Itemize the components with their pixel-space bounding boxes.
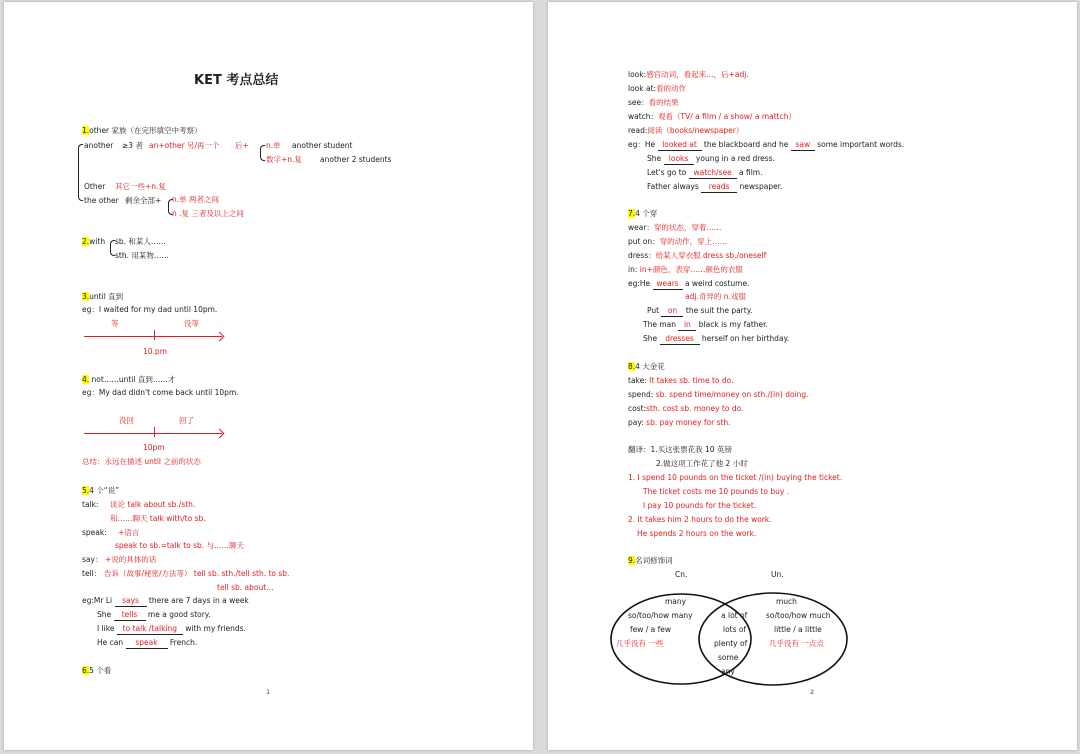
text-n-dan: n.单 bbox=[266, 141, 281, 150]
cost-line: cost:sth. cost sb. money to do. bbox=[628, 404, 744, 413]
look-line-4: watch：观看（TV/ a film / a show/ a mattch） bbox=[628, 112, 796, 121]
timeline-tick-1 bbox=[154, 330, 155, 340]
venn-mid-4: some bbox=[718, 653, 739, 662]
text-with-b: sth. 用某物…… bbox=[115, 251, 169, 260]
look-example-1: eg：He looked at the blackboard and he saw some important words. bbox=[628, 140, 905, 149]
venn-mid-2: lots of bbox=[723, 625, 747, 634]
take-line: take: It takes sb. time to do. bbox=[628, 376, 734, 385]
example-says: eg:Mr Li says there are 7 days in a week bbox=[82, 596, 249, 605]
look-line-1: look:感官动词，看起来…，后+adj. bbox=[628, 70, 749, 79]
translation-answer-4: 2. It takes him 2 hours to do the work. bbox=[628, 515, 772, 524]
text-say-1: +说的具体的话 bbox=[105, 555, 157, 564]
label-uncountable: Un. bbox=[771, 570, 784, 579]
text-tell-1: 告诉（故事/秘密/方法等） tell sb. sth./tell sth. to sb. bbox=[104, 569, 290, 578]
section-8-heading: 8.4 大金花 bbox=[628, 362, 665, 371]
text-speak-1: +语言 bbox=[118, 528, 140, 537]
label-mei-hui: 没回 bbox=[119, 416, 134, 425]
venn-right-3: little / a little bbox=[774, 625, 822, 634]
puton-line: put on：穿的动作，穿上…… bbox=[628, 237, 728, 246]
look-line-2: look at:看的动作 bbox=[628, 84, 687, 93]
timeline-tick-2 bbox=[154, 427, 155, 437]
venn-right-red: 几乎没有 一点点 bbox=[769, 639, 824, 648]
section-4-example: eg：My dad didn't come back until 10pm. bbox=[82, 388, 239, 397]
text-ge3: ≥3 者 bbox=[122, 141, 143, 150]
label-mei-deng: 没等 bbox=[184, 319, 199, 328]
label-say: say： bbox=[82, 555, 103, 564]
wear-example-4: She dresses herself on her birthday. bbox=[643, 334, 790, 343]
page-2 bbox=[548, 2, 1077, 750]
label-speak: speak: bbox=[82, 528, 107, 537]
venn-right-2: so/too/how much bbox=[766, 611, 831, 620]
label-deng: 等 bbox=[111, 319, 119, 328]
wear-line: wear：穿的状态，穿着…… bbox=[628, 223, 722, 232]
venn-right-1: much bbox=[776, 597, 797, 606]
label-tell: tell： bbox=[82, 569, 102, 578]
venn-left-3: few / a few bbox=[630, 625, 672, 634]
section-9-heading: 9.名词修饰词 bbox=[628, 556, 673, 565]
translation-question-2: 2.做这项工作花了他 2 小时 bbox=[656, 459, 748, 468]
section-6-heading: 6.5 个看 bbox=[82, 666, 112, 675]
timeline-arrow-2 bbox=[84, 433, 222, 434]
label-talk: talk: bbox=[82, 500, 99, 509]
example-speak: He can speak French. bbox=[97, 638, 198, 647]
text-talk-2: 和……聊天 talk with/to sb. bbox=[110, 514, 206, 523]
section-1-heading: 1.other 家族（在完形填空中考察） bbox=[82, 126, 202, 135]
venn-mid-1: a lot of bbox=[721, 611, 748, 620]
translation-answer-2: The ticket costs me 10 pounds to buy . bbox=[643, 487, 790, 496]
look-line-5: read:阅读（books/newspaper） bbox=[628, 126, 744, 135]
section-3-heading: 3.until 直到 bbox=[82, 292, 124, 301]
venn-left-2: so/too/how many bbox=[628, 611, 693, 620]
page-number-1: 1 bbox=[266, 688, 271, 696]
text-an-other: an+other 另/再一个 bbox=[149, 141, 220, 150]
look-example-3: Let's go to watch/see a film. bbox=[647, 168, 763, 177]
translation-question-1: 翻译：1.买这张票花我 10 英镑 bbox=[628, 445, 732, 454]
spend-line: spend: sb. spend time/money on sth./(in) doing. bbox=[628, 390, 809, 399]
text-another-2: another 2 students bbox=[320, 155, 392, 164]
look-example-4: Father always reads newspaper. bbox=[647, 182, 783, 191]
text-the-other: the other bbox=[84, 196, 119, 205]
example-talk: I like to talk /talking with my friends. bbox=[97, 624, 246, 633]
venn-left-1: many bbox=[665, 597, 687, 606]
page-number-2: 2 bbox=[810, 688, 815, 696]
venn-mid-3: plenty of bbox=[714, 639, 748, 648]
text-qita: 其它一些+n.复 bbox=[115, 182, 166, 191]
page-1 bbox=[4, 2, 533, 750]
look-line-3: see：看的结果 bbox=[628, 98, 679, 107]
label-countable: Cn. bbox=[675, 570, 688, 579]
text-with-a: sb. 和某人…… bbox=[115, 237, 166, 246]
venn-mid-5: any bbox=[721, 667, 735, 676]
look-example-2: She looks young in a red dress. bbox=[647, 154, 775, 163]
text-another: another bbox=[84, 141, 114, 150]
translation-answer-1: 1. I spend 10 pounds on the ticket /(in) buying the ticket. bbox=[628, 473, 843, 482]
section-4-summary: 总结：永远在描述 until 之前的状态 bbox=[82, 457, 201, 466]
section-3-example: eg：I waited for my dad until 10pm. bbox=[82, 305, 218, 314]
label-hui-le: 回了 bbox=[179, 416, 194, 425]
brace-another bbox=[260, 145, 265, 161]
translation-answer-5: He spends 2 hours on the work. bbox=[637, 529, 757, 538]
text-tell-2: tell sb. about… bbox=[217, 583, 274, 592]
page-title: KET 考点总结 bbox=[194, 73, 279, 88]
wear-example-2: Put on the suit the party. bbox=[647, 306, 753, 315]
text-shengyu: 剩余全部+ bbox=[125, 196, 162, 205]
text-another-student: another student bbox=[292, 141, 353, 150]
in-line: in: in+颜色，表穿……颜色的衣服 bbox=[628, 265, 743, 274]
text-speak-2: speak to sb.=talk to sb. 与……聊天 bbox=[115, 541, 245, 550]
timeline-arrow-1 bbox=[84, 336, 222, 337]
translation-answer-3: I pay 10 pounds for the ticket. bbox=[643, 501, 757, 510]
venn-diagram bbox=[548, 2, 1077, 750]
label-time-2: 10pm bbox=[143, 443, 165, 452]
text-hou: 后+ bbox=[235, 141, 249, 150]
pay-line: pay: sb. pay money for sth. bbox=[628, 418, 731, 427]
text-talk-1: 谈论 talk about sb./sth. bbox=[110, 500, 196, 509]
section-4-heading: 4. not……until 直到……才 bbox=[82, 375, 176, 384]
brace-other-family bbox=[78, 144, 83, 201]
wear-example-1: eg:He wears a weird costume. bbox=[628, 279, 750, 288]
section-7-heading: 7.4 个穿 bbox=[628, 209, 658, 218]
text-shuzi: 数字+n.复 bbox=[266, 155, 302, 164]
dress-line: dress：给某人穿衣服.dress sb./oneself bbox=[628, 251, 767, 260]
venn-left-red: 几乎没有 一些 bbox=[616, 639, 664, 648]
text-other: Other bbox=[84, 182, 106, 191]
example-tells: She tells me a good story. bbox=[97, 610, 211, 619]
section-2-heading: 2.with bbox=[82, 237, 106, 246]
text-n-dan-liang: n.单 两者之间 bbox=[172, 195, 220, 204]
section-5-heading: 5.4 个“说” bbox=[82, 486, 120, 495]
text-n-fu-san: n .复 三者及以上之间 bbox=[172, 209, 244, 218]
wear-example-note: adj.奇异的 n.戏服 bbox=[685, 292, 746, 301]
wear-example-3: The man in black is my father. bbox=[643, 320, 768, 329]
label-time-1: 10.pm bbox=[143, 347, 167, 356]
